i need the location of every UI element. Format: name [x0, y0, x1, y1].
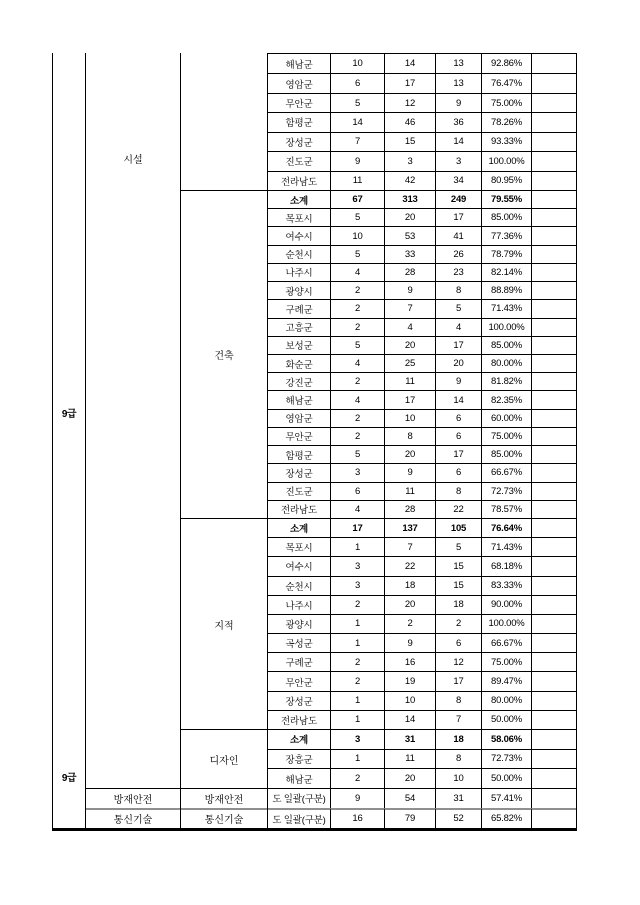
count-cell: 3: [384, 151, 435, 170]
count-cell: 2: [330, 372, 384, 390]
empty-cell: [531, 500, 576, 518]
count-cell: 1: [330, 614, 384, 633]
count-cell: 14: [330, 112, 384, 131]
count-cell: 10: [330, 226, 384, 244]
percent-cell: 92.86%: [481, 54, 531, 73]
count-cell: 17: [435, 336, 481, 354]
count-cell: 16: [384, 652, 435, 671]
subcategory-column: [181, 53, 268, 828]
empty-cell: [531, 336, 576, 354]
percent-cell: 57.41%: [481, 788, 531, 808]
count-cell: 1: [330, 749, 384, 769]
grade-column: [53, 53, 86, 828]
count-cell: 8: [435, 749, 481, 769]
percent-cell: 71.43%: [481, 299, 531, 317]
count-cell: 13: [435, 54, 481, 73]
count-cell: 22: [435, 500, 481, 518]
count-cell: 6: [435, 463, 481, 481]
region-cell: 해남군: [268, 390, 330, 408]
count-cell: 2: [435, 614, 481, 633]
region-cell: 전라남도: [268, 500, 330, 518]
subcategory-cell-telecom-tech: 통신기술: [181, 808, 267, 829]
grade-label-bottom: 9급: [61, 773, 77, 784]
empty-cell: [531, 409, 576, 427]
count-cell: 18: [384, 576, 435, 595]
count-cell: 25: [384, 354, 435, 372]
count-cell: 12: [435, 652, 481, 671]
empty-cell: [531, 372, 576, 390]
count-cell: 12: [384, 93, 435, 112]
count-cell: 20: [384, 336, 435, 354]
count-cell: 16: [330, 808, 384, 829]
region-cell: 목포시: [268, 208, 330, 226]
count-cell: 18: [435, 595, 481, 614]
empty-cell: [531, 445, 576, 463]
percent-cell: 66.67%: [481, 633, 531, 652]
region-cell: 무안군: [268, 93, 330, 112]
count-cell: 20: [384, 208, 435, 226]
count-cell: 28: [384, 263, 435, 281]
percent-cell: 76.47%: [481, 73, 531, 92]
empty-cell: [531, 691, 576, 710]
region-cell: 보성군: [268, 336, 330, 354]
region-cell: 여수시: [268, 556, 330, 575]
count-cell: 6: [435, 427, 481, 445]
subcategory-cell-blank: [181, 53, 267, 190]
empty-cell: [531, 463, 576, 481]
empty-cell: [531, 518, 576, 537]
count-cell: 5: [330, 93, 384, 112]
region-cell: 장성군: [268, 463, 330, 481]
percent-cell: 85.00%: [481, 445, 531, 463]
region-cell: 진도군: [268, 151, 330, 170]
percent-cell: 75.00%: [481, 93, 531, 112]
count-cell: 3: [330, 556, 384, 575]
count-cell: 42: [384, 171, 435, 190]
count-cell: 53: [384, 226, 435, 244]
region-cell: 함평군: [268, 112, 330, 131]
count-cell: 8: [435, 482, 481, 500]
percent-cell: 85.00%: [481, 208, 531, 226]
percent-cell: 79.55%: [481, 190, 531, 208]
count-cell: 4: [330, 354, 384, 372]
region-cell: 고흥군: [268, 318, 330, 336]
count-cell: 14: [384, 54, 435, 73]
count-cell: 14: [384, 710, 435, 729]
count-cell: 26: [435, 245, 481, 263]
empty-cell: [531, 73, 576, 92]
region-cell: 순천시: [268, 245, 330, 263]
count-cell: 18: [435, 729, 481, 749]
footer-row: [268, 788, 576, 808]
count-cell: 20: [384, 768, 435, 788]
empty-cell: [531, 749, 576, 769]
empty-cell: [531, 390, 576, 408]
count-cell: 22: [384, 556, 435, 575]
count-cell: 17: [435, 445, 481, 463]
percent-cell: 65.82%: [481, 808, 531, 829]
region-cell: 나주시: [268, 263, 330, 281]
percent-cell: 78.26%: [481, 112, 531, 131]
count-cell: 67: [330, 190, 384, 208]
count-cell: 15: [435, 556, 481, 575]
count-cell: 11: [384, 749, 435, 769]
count-cell: 2: [330, 299, 384, 317]
empty-cell: [531, 245, 576, 263]
empty-cell: [531, 226, 576, 244]
statistics-table: [52, 53, 577, 831]
empty-cell: [531, 537, 576, 556]
percent-cell: 80.95%: [481, 171, 531, 190]
count-cell: 1: [330, 633, 384, 652]
empty-cell: [531, 482, 576, 500]
region-cell: 전라남도: [268, 710, 330, 729]
count-cell: 11: [384, 372, 435, 390]
subcategory-cell-design: 디자인: [181, 729, 267, 788]
region-cell: 강진군: [268, 372, 330, 390]
count-cell: 11: [330, 171, 384, 190]
empty-cell: [531, 299, 576, 317]
count-cell: 31: [384, 729, 435, 749]
empty-cell: [531, 671, 576, 690]
empty-cell: [531, 652, 576, 671]
data-grid: [268, 53, 576, 828]
percent-cell: 66.67%: [481, 463, 531, 481]
region-cell: 곡성군: [268, 633, 330, 652]
empty-cell: [531, 729, 576, 749]
count-cell: 8: [435, 691, 481, 710]
count-cell: 14: [435, 132, 481, 151]
count-cell: 33: [384, 245, 435, 263]
count-cell: 8: [435, 281, 481, 299]
percent-cell: 75.00%: [481, 652, 531, 671]
percent-cell: 50.00%: [481, 710, 531, 729]
count-cell: 6: [330, 73, 384, 92]
count-cell: 5: [435, 299, 481, 317]
count-cell: 5: [330, 336, 384, 354]
count-cell: 3: [330, 576, 384, 595]
region-cell: 광양시: [268, 614, 330, 633]
region-cell: 소계: [268, 190, 330, 208]
empty-cell: [531, 595, 576, 614]
category-cell-facilities: [86, 53, 180, 788]
percent-cell: 89.47%: [481, 671, 531, 690]
section-rows: [268, 54, 576, 190]
count-cell: 2: [330, 671, 384, 690]
region-cell: 나주시: [268, 595, 330, 614]
percent-cell: 72.73%: [481, 749, 531, 769]
region-cell: 해남군: [285, 59, 313, 71]
empty-cell: [531, 54, 576, 73]
empty-cell: [531, 208, 576, 226]
empty-cell: [531, 808, 576, 829]
percent-cell: 83.33%: [481, 576, 531, 595]
region-cell: 목포시: [268, 537, 330, 556]
count-cell: 20: [435, 354, 481, 372]
count-cell: 3: [330, 729, 384, 749]
percent-cell: 81.82%: [481, 372, 531, 390]
empty-cell: [531, 788, 576, 808]
category-cell-telecom-tech: 통신기술: [86, 808, 180, 829]
count-cell: 15: [435, 576, 481, 595]
count-cell: 17: [384, 390, 435, 408]
region-cell: 무안군: [268, 671, 330, 690]
count-cell: 9: [330, 151, 384, 170]
footer-row: [268, 808, 576, 829]
count-cell: 6: [330, 482, 384, 500]
count-cell: 3: [435, 151, 481, 170]
count-cell: 9: [384, 463, 435, 481]
percent-cell: 72.73%: [481, 482, 531, 500]
count-cell: 46: [384, 112, 435, 131]
count-cell: 313: [384, 190, 435, 208]
region-cell: 영암군: [268, 73, 330, 92]
count-cell: 7: [435, 710, 481, 729]
percent-cell: 80.00%: [481, 691, 531, 710]
count-cell: 2: [330, 768, 384, 788]
percent-cell: 100.00%: [481, 614, 531, 633]
subcategory-cell-disaster-safety: 방재안전: [181, 788, 267, 808]
subcategory-cell-cadastral: 지적: [181, 518, 267, 729]
empty-cell: [531, 263, 576, 281]
empty-cell: [531, 281, 576, 299]
count-cell: 10: [384, 691, 435, 710]
count-cell: 23: [435, 263, 481, 281]
empty-cell: [531, 318, 576, 336]
section-rows: [268, 729, 576, 788]
count-cell: 5: [330, 445, 384, 463]
count-cell: 11: [384, 482, 435, 500]
region-cell: 소계: [268, 518, 330, 537]
category-column: [86, 53, 181, 828]
count-cell: 6: [435, 633, 481, 652]
empty-cell: [531, 556, 576, 575]
region-cell: 해남군: [268, 768, 330, 788]
empty-cell: [531, 576, 576, 595]
count-cell: 9: [330, 788, 384, 808]
count-cell: 8: [384, 427, 435, 445]
count-cell: 41: [435, 226, 481, 244]
empty-cell: [531, 112, 576, 131]
percent-cell: 78.79%: [481, 245, 531, 263]
percent-cell: 60.00%: [481, 409, 531, 427]
count-cell: 1: [330, 537, 384, 556]
region-cell: 진도군: [268, 482, 330, 500]
count-cell: 2: [330, 409, 384, 427]
region-cell: 여수시: [268, 226, 330, 244]
region-cell: 순천시: [268, 576, 330, 595]
count-cell: 36: [435, 112, 481, 131]
count-cell: 9: [435, 372, 481, 390]
count-cell: 5: [330, 245, 384, 263]
empty-cell: [531, 633, 576, 652]
count-cell: 4: [330, 390, 384, 408]
count-cell: 1: [330, 691, 384, 710]
subcategory-cell-architecture: 건축: [181, 190, 267, 518]
region-cell: 영암군: [268, 409, 330, 427]
count-cell: 105: [435, 518, 481, 537]
count-cell: 7: [384, 299, 435, 317]
region-cell: 장흥군: [268, 749, 330, 769]
empty-cell: [531, 171, 576, 190]
count-cell: 20: [384, 595, 435, 614]
count-cell: 15: [384, 132, 435, 151]
count-cell: 249: [435, 190, 481, 208]
grade-label-top: 9급: [61, 409, 77, 420]
percent-cell: 100.00%: [481, 151, 531, 170]
percent-cell: 82.14%: [481, 263, 531, 281]
section-rows: [268, 190, 576, 518]
empty-cell: [531, 427, 576, 445]
count-cell: 14: [435, 390, 481, 408]
count-cell: 17: [435, 208, 481, 226]
count-cell: 4: [330, 263, 384, 281]
count-cell: 17: [330, 518, 384, 537]
percent-cell: 85.00%: [481, 336, 531, 354]
count-cell: 10: [384, 409, 435, 427]
category-cell-disaster-safety: 방재안전: [86, 788, 180, 808]
region-cell: 도 일괄(구분): [268, 788, 330, 808]
percent-cell: 71.43%: [481, 537, 531, 556]
percent-cell: 80.00%: [481, 354, 531, 372]
empty-cell: [531, 93, 576, 112]
percent-cell: 58.06%: [481, 729, 531, 749]
count-cell: 3: [330, 463, 384, 481]
region-cell: 구례군: [268, 299, 330, 317]
count-cell: 5: [435, 537, 481, 556]
percent-cell: 78.57%: [481, 500, 531, 518]
count-cell: 20: [384, 445, 435, 463]
percent-cell: 93.33%: [481, 132, 531, 151]
region-cell: 장성군: [268, 132, 330, 151]
empty-cell: [531, 768, 576, 788]
count-cell: 9: [384, 281, 435, 299]
count-cell: 31: [435, 788, 481, 808]
category-label: 시설: [123, 155, 143, 166]
count-cell: 10: [435, 768, 481, 788]
count-cell: 2: [330, 281, 384, 299]
count-cell: 2: [330, 427, 384, 445]
percent-cell: 68.18%: [481, 556, 531, 575]
count-cell: 4: [384, 318, 435, 336]
count-cell: 7: [384, 537, 435, 556]
percent-cell: 88.89%: [481, 281, 531, 299]
region-cell: 광양시: [268, 281, 330, 299]
count-cell: 9: [384, 633, 435, 652]
count-cell: 19: [384, 671, 435, 690]
empty-cell: [531, 710, 576, 729]
percent-cell: 76.64%: [481, 518, 531, 537]
empty-cell: [531, 354, 576, 372]
count-cell: 54: [384, 788, 435, 808]
count-cell: 79: [384, 808, 435, 829]
count-cell: 6: [435, 409, 481, 427]
empty-cell: [531, 190, 576, 208]
count-cell: 13: [435, 73, 481, 92]
count-cell: 4: [330, 500, 384, 518]
count-cell: 17: [435, 671, 481, 690]
percent-cell: 50.00%: [481, 768, 531, 788]
region-cell: 구례군: [268, 652, 330, 671]
percent-cell: 90.00%: [481, 595, 531, 614]
percent-cell: 82.35%: [481, 390, 531, 408]
percent-cell: 75.00%: [481, 427, 531, 445]
count-cell: 2: [330, 595, 384, 614]
count-cell: 28: [384, 500, 435, 518]
region-cell: 장성군: [268, 691, 330, 710]
region-cell: 무안군: [268, 427, 330, 445]
count-cell: 52: [435, 808, 481, 829]
count-cell: 10: [330, 54, 384, 73]
region-cell: 화순군: [268, 354, 330, 372]
count-cell: 2: [384, 614, 435, 633]
region-cell: 함평군: [268, 445, 330, 463]
empty-cell: [531, 151, 576, 170]
empty-cell: [531, 132, 576, 151]
region-cell: 전라남도: [268, 171, 330, 190]
count-cell: 2: [330, 318, 384, 336]
empty-cell: [531, 614, 576, 633]
count-cell: 4: [435, 318, 481, 336]
count-cell: 9: [435, 93, 481, 112]
percent-cell: 77.36%: [481, 226, 531, 244]
count-cell: 34: [435, 171, 481, 190]
count-cell: 2: [330, 652, 384, 671]
count-cell: 5: [330, 208, 384, 226]
percent-cell: 100.00%: [481, 318, 531, 336]
count-cell: 137: [384, 518, 435, 537]
region-cell: 소계: [268, 729, 330, 749]
region-cell: 도 일괄(구분): [268, 808, 330, 829]
count-cell: 7: [330, 132, 384, 151]
count-cell: 1: [330, 710, 384, 729]
count-cell: 17: [384, 73, 435, 92]
section-rows: [268, 518, 576, 729]
